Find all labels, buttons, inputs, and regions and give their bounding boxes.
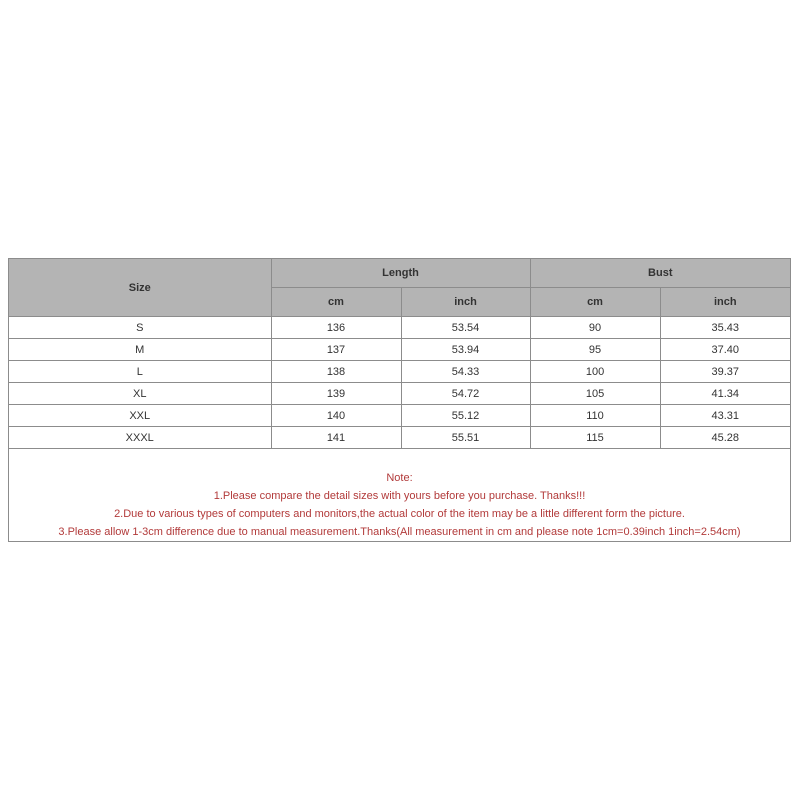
length-cm-cell: 141 [271, 427, 401, 449]
table-row [9, 339, 790, 361]
note-line-2: 2.Due to various types of computers and monitors,the actual color of the item may be a little different form the picture. [114, 508, 685, 520]
size-cell: XL [9, 383, 271, 405]
length-inch-cell: 55.12 [401, 405, 530, 427]
table-row [9, 383, 790, 405]
size-cell: S [9, 317, 271, 339]
notes-section [9, 469, 790, 541]
length-cm-header: cm [271, 288, 401, 317]
bust-inch-cell: 39.37 [660, 361, 790, 383]
bust-group-header: Bust [530, 259, 790, 288]
length-inch-cell: 54.72 [401, 383, 530, 405]
bust-inch-header: inch [660, 288, 790, 317]
bust-inch-cell: 37.40 [660, 339, 790, 361]
bust-cm-cell: 115 [530, 427, 660, 449]
table-row [9, 405, 790, 427]
bust-cm-cell: 110 [530, 405, 660, 427]
length-inch-cell: 55.51 [401, 427, 530, 449]
size-chart [8, 258, 791, 542]
length-inch-cell: 53.54 [401, 317, 530, 339]
note-line-1: 1.Please compare the detail sizes with yours before you purchase. Thanks!!! [213, 490, 586, 502]
length-inch-cell: 53.94 [401, 339, 530, 361]
bust-inch-cell: 45.28 [660, 427, 790, 449]
length-group-header: Length [271, 259, 530, 288]
size-cell: L [9, 361, 271, 383]
length-cm-cell: 140 [271, 405, 401, 427]
bust-inch-cell: 43.31 [660, 405, 790, 427]
length-inch-cell: 54.33 [401, 361, 530, 383]
length-cm-cell: 138 [271, 361, 401, 383]
size-cell: XXXL [9, 427, 271, 449]
bust-cm-cell: 95 [530, 339, 660, 361]
bust-cm-header: cm [530, 288, 660, 317]
header-row-groups [9, 259, 790, 288]
table-row [9, 317, 790, 339]
bust-cm-cell: 105 [530, 383, 660, 405]
size-cell: M [9, 339, 271, 361]
bust-inch-cell: 35.43 [660, 317, 790, 339]
notes-title: Note: [386, 472, 413, 484]
length-inch-header: inch [401, 288, 530, 317]
bust-cm-cell: 90 [530, 317, 660, 339]
size-column-header: Size [9, 259, 271, 317]
table-row [9, 361, 790, 383]
size-cell: XXL [9, 405, 271, 427]
bust-inch-cell: 41.34 [660, 383, 790, 405]
bust-cm-cell: 100 [530, 361, 660, 383]
length-cm-cell: 137 [271, 339, 401, 361]
table-row [9, 427, 790, 449]
length-cm-cell: 139 [271, 383, 401, 405]
size-table [9, 259, 790, 449]
note-line-3: 3.Please allow 1-3cm difference due to manual measurement.Thanks(All measurement in cm and please note 1cm=0.39inch 1inch=2.54cm) [58, 526, 741, 538]
length-cm-cell: 136 [271, 317, 401, 339]
